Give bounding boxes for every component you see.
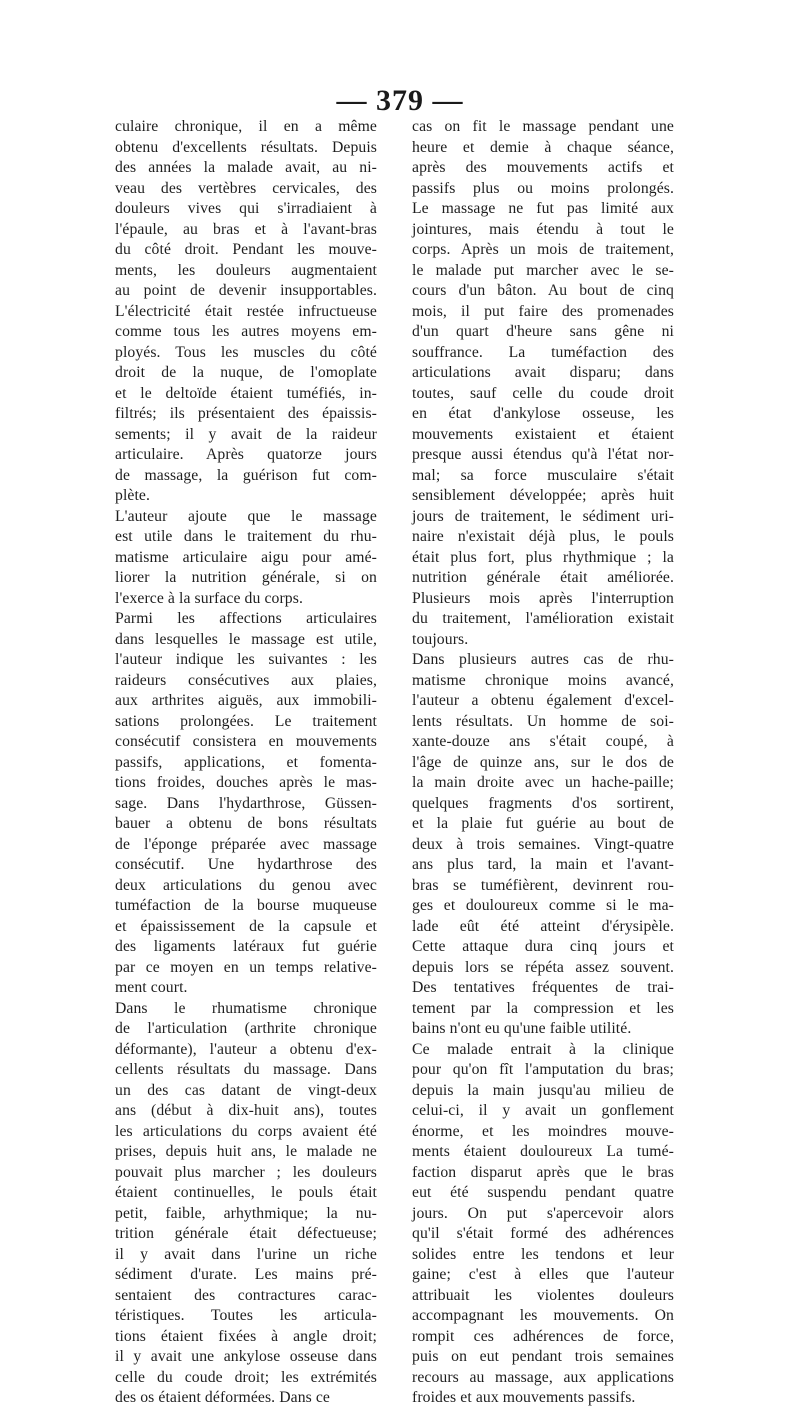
text-line: depuis la main jusqu'au milieu de [412,1081,674,1099]
text-line: tement par la compression et les [412,999,674,1017]
text-line: gaine; c'est à elles que l'auteur [412,1266,674,1283]
text-line: recours au massage, aux applications [412,1368,674,1386]
text-line: faction disparut après que le bras [412,1163,674,1181]
text-line: filtrés; ils présentaient des épaissis- [115,405,377,422]
text-line: étaient continuelles, le pouls était [115,1184,377,1201]
text-line: cours d'un bâton. Au bout de cinq [412,282,674,299]
text-line: celle du coude droit; les extrémités [115,1368,377,1386]
text-line: l'âge de quinze ans, sur le dos de [412,753,674,771]
text-line: de l'articulation (arthrite chronique [115,1020,377,1037]
text-line: mouvements existaient et étaient [412,425,674,443]
text-line: ges et douloureux comme si le ma- [412,897,674,914]
text-line: comme tous les autres moyens em- [115,323,377,340]
text-line: Dans plusieurs autres cas de rhu- [412,651,674,668]
text-line: par ce moyen en un temps relative- [115,958,377,976]
text-line: attribuait les violentes douleurs [412,1286,674,1304]
text-line: bains n'ont eu qu'une faible utilité. [412,1020,632,1037]
text-line: Parmi les affections articulaires [115,610,377,627]
text-line: du côté droit. Pendant les mouve- [115,241,377,258]
text-line: froides et aux mouvements passifs. [412,1389,636,1406]
text-line: bauer a obtenu de bons résultats [115,815,377,832]
text-line: heure et demie à chaque séance, [412,138,674,156]
text-line: tions froides, douches après le mas- [115,774,377,791]
text-line: mal; sa force musculaire s'était [412,466,674,484]
text-line: deux à trois semaines. Vingt-quatre [412,835,674,853]
text-line: et la plaie fut guérie au bout de [412,815,674,832]
text-line: matisme articulaire aigu pour amé- [115,548,377,566]
text-line: passifs, applications, et fomenta- [115,753,377,771]
text-line: droit de la nuque, de l'omoplate [115,364,377,381]
text-line: un des cas datant de vingt-deux [115,1081,377,1099]
text-line: liorer la nutrition générale, si on [115,569,377,586]
text-line: de massage, la guérison fut com- [115,466,377,484]
text-line: Ce malade entrait à la clinique [412,1040,674,1058]
text-line: ployés. Tous les muscles du côté [115,343,377,361]
text-line: sensiblement développée; après huit [412,487,674,504]
text-line: le malade put marcher avec le se- [412,261,674,279]
text-line: d'un quart d'heure sans gêne ni [412,323,674,340]
text-line: douleurs vives qui s'irradiaient à [115,200,377,217]
text-line: puis on eut pendant trois semaines [412,1348,674,1365]
text-line: deux articulations du genou avec [115,876,377,894]
text-line: qu'il s'était formé des adhérences [412,1225,674,1242]
text-line: eut été suspendu pendant quatre [412,1184,674,1201]
text-line: lade eût été atteint d'érysipèle. [412,917,674,935]
text-line: celui-ci, il y avait un gonflement [412,1102,674,1119]
text-line: culaire chronique, il en a même [115,118,377,135]
text-line: Dans le rhumatisme chronique [115,999,377,1017]
text-line: cas on fit le massage pendant une [412,118,674,135]
text-line: tuméfaction de la bourse muqueuse [115,897,377,914]
text-line: solides entre les tendons et leur [412,1245,674,1263]
page-number: — 379 — [336,84,464,117]
text-line: déformante), l'auteur a obtenu d'ex- [115,1040,377,1058]
text-line: sage. Dans l'hydarthrose, Güssen- [115,794,377,812]
text-line: quelques fragments d'os sortirent, [412,794,674,812]
text-line: matisme chronique moins avancé, [412,671,674,689]
text-line: après des mouvements actifs et [412,159,674,176]
text-line: toujours. [412,630,469,648]
text-line: énorme, et les moindres mouve- [412,1122,674,1140]
text-line: aux arthrites aiguës, aux immobili- [115,692,377,709]
text-line: L'auteur ajoute que le massage [115,507,377,525]
text-line: ans (début à dix-huit ans), toutes [115,1102,377,1119]
text-line: est utile dans le traitement du rhu- [115,528,377,545]
text-line: de l'éponge préparée avec massage [115,835,377,853]
text-line: des années la malade avait, au ni- [115,159,377,176]
text-line: petit, faible, arhythmique; la nu- [115,1204,377,1222]
text-line: Le massage ne fut pas limité aux [412,200,674,217]
text-line: sements; il y avait de la raideur [115,425,377,443]
text-line: ment court. [115,979,188,996]
text-line: il y avait une ankylose osseuse dans [115,1348,377,1365]
text-line: les articulations du corps avaient été [115,1122,377,1140]
text-line: bras se tuméfièrent, devinrent rou- [412,876,674,894]
text-line: au point de devenir insupportables. [115,282,377,299]
text-line: du traitement, l'amélioration existait [412,610,674,627]
text-line: articulations avait disparu; dans [412,364,674,381]
text-line: toutes, sauf celle du coude droit [412,384,674,402]
text-line: Cette attaque dura cinq jours et [412,938,674,955]
text-line: la main droite avec un hache-paille; [412,774,674,791]
text-line: l'auteur indique les suivantes : les [115,651,377,668]
text-line: Des tentatives fréquentes de trai- [412,979,674,996]
text-line: jours de traitement, le sédiment uri- [412,507,674,525]
text-line: lents résultats. Un homme de soi- [412,712,674,730]
text-line: mois, il put faire des promenades [412,302,674,320]
right-text-column [412,117,674,1409]
text-line: il y avait dans l'urine un riche [115,1245,377,1263]
text-line: en état d'ankylose osseuse, les [412,405,674,422]
text-line: nutrition générale était améliorée. [412,569,674,586]
text-line: l'épaule, au bras et à l'avant-bras [115,220,377,238]
text-line: l'auteur a obtenu également d'excel- [412,692,674,709]
text-line: souffrance. La tuméfaction des [412,343,674,361]
text-line: sédiment d'urate. Les mains pré- [115,1266,377,1283]
text-line: l'exerce à la surface du corps. [115,589,303,607]
text-line: plète. [115,487,151,504]
text-line: trition générale était défectueuse; [115,1225,377,1242]
text-line: ments, les douleurs augmentaient [115,261,377,279]
text-line: téristiques. Toutes les articula- [115,1307,377,1324]
text-line: et épaississement de la capsule et [115,917,377,935]
text-line: pour qu'on fît l'amputation du bras; [412,1061,674,1078]
text-line: dans lesquelles le massage est utile, [115,630,377,648]
text-line: jointures, mais étendu à tout le [412,220,674,238]
text-line: et le deltoïde étaient tuméfiés, in- [115,384,377,402]
text-line: raideurs consécutives aux plaies, [115,671,377,689]
left-text-column [115,117,377,1409]
text-line: articulaire. Après quatorze jours [115,446,377,463]
text-line: L'électricité était restée infructueuse [115,302,377,320]
text-line: pouvait plus marcher ; les douleurs [115,1163,377,1181]
text-line: presque aussi étendus qu'à l'état nor- [412,446,674,463]
text-line: prises, depuis huit ans, le malade ne [115,1143,377,1160]
text-line: consécutif. Une hydarthrose des [115,856,377,873]
text-line: rompit ces adhérences de force, [412,1327,674,1345]
text-line: sentaient des contractures carac- [115,1286,377,1304]
text-line: passifs plus ou moins prolongés. [412,179,674,197]
text-line: accompagnant les mouvements. On [412,1307,674,1324]
text-line: depuis lors se répéta assez souvent. [412,958,674,976]
text-line: jours. On put s'apercevoir alors [412,1204,674,1222]
text-line: naire n'existait déjà plus, le pouls [412,528,674,545]
text-line: ans plus tard, la main et l'avant- [412,856,674,873]
text-line: obtenu d'excellents résultats. Depuis [115,138,377,156]
text-line: veau des vertèbres cervicales, des [115,179,377,197]
text-line: était plus fort, plus rhythmique ; la [412,548,674,566]
text-line: ments étaient douloureux La tumé- [412,1143,674,1160]
text-line: des os étaient déformées. Dans ce [115,1389,330,1406]
text-line: des ligaments latéraux fut guérie [115,938,377,955]
text-line: cellents résultats du massage. Dans [115,1061,377,1078]
text-line: tions étaient fixées à angle droit; [115,1327,377,1345]
text-line: consécutif consistera en mouvements [115,733,377,750]
text-line: sations prolongées. Le traitement [115,712,377,730]
text-line: xante-douze ans s'était coupé, à [412,733,674,750]
text-line: corps. Après un mois de traitement, [412,241,674,258]
text-line: Plusieurs mois après l'interruption [412,589,674,607]
